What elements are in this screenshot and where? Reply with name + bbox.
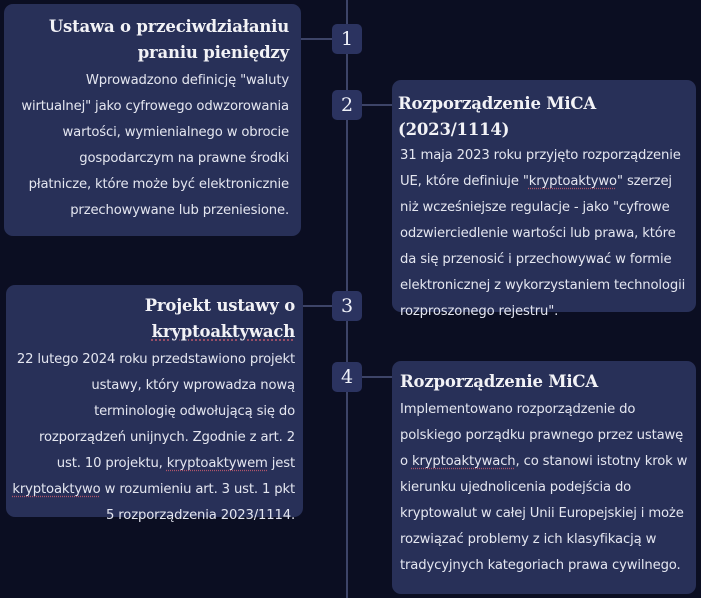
timeline-node-3: 3 [332,291,362,321]
term-link-kryptoaktywach[interactable]: kryptoaktywach [151,322,295,341]
timeline-node-2: 2 [332,90,362,120]
term-link-kryptoaktywo[interactable]: kryptoaktywo [12,482,101,497]
term-link-kryptoaktywem[interactable]: kryptoaktywem [166,456,268,471]
card-title-line: Ustawa o przeciwdziałaniu [48,17,289,36]
timeline-node-4: 4 [332,362,362,392]
card-title: Rozporządzenie MiCA (2023/1114) [398,94,596,139]
timeline-node-1: 1 [332,24,362,54]
title-text: Projekt ustawy o [144,296,295,315]
body-text: , co stanowi istotny krok w kierunku ujednolicenia podejścia do kryptowalut w całej Unii Europejskiej i może rozwiązać problemy z ich klasyfikacją w tradycyjnych kategoriach prawa cywilnego. [400,454,688,573]
term-link-kryptoaktywach[interactable]: kryptoaktywach [411,454,516,469]
timeline-card-2 [392,80,696,319]
connector-1 [301,38,333,40]
card-body [12,347,295,529]
body-text: w rozumieniu art. 3 ust. 1 pkt 5 rozporządzenia 2023/1114. [100,482,295,523]
timeline-card-1 [4,4,301,236]
body-text: " szerzej niż wcześniejsze regulacje - jako "cyfrowe odzwierciedlenie wartości lub prawa, które da się przenosić i przechowywać w formie elektronicznej z wykorzystaniem technologii rozproszonego rejestru". [400,174,686,319]
timeline-card-3 [6,285,303,523]
term-link-kryptoaktywo[interactable]: kryptoaktywo [528,174,617,189]
connector-2 [362,104,392,106]
body-text: Implementowano rozporządzenie do polskiego porządku prawnego przez ustawę o [400,402,684,469]
card-title [14,14,289,66]
body-text: jest [267,456,295,471]
card-body [400,397,688,579]
card-body [398,143,688,325]
connector-3 [303,305,333,307]
card-title: Rozporządzenie MiCA [400,372,598,391]
timeline-card-4 [392,361,696,594]
card-title [12,293,295,345]
card-title-line: praniu pieniędzy [137,43,289,62]
body-text: 31 maja 2023 roku przyjęto rozporządzenie UE, które definiuje " [400,148,681,189]
connector-4 [362,376,392,378]
body-text: 22 lutego 2024 roku przedstawiono projekt ustawy, który wprowadza nową terminologię odwołującą się do rozporządzeń unijnych. Zgodnie z art. 2 ust. 10 projektu, [16,352,295,471]
card-body: Wprowadzono definicję "waluty wirtualnej" jako cyfrowego odwzorowania wartości, wymienialnego w obrocie gospodarczym na prawne środki płatnicze, które może być elektronicznie przechowywane lub przeniesione. [21,73,289,218]
